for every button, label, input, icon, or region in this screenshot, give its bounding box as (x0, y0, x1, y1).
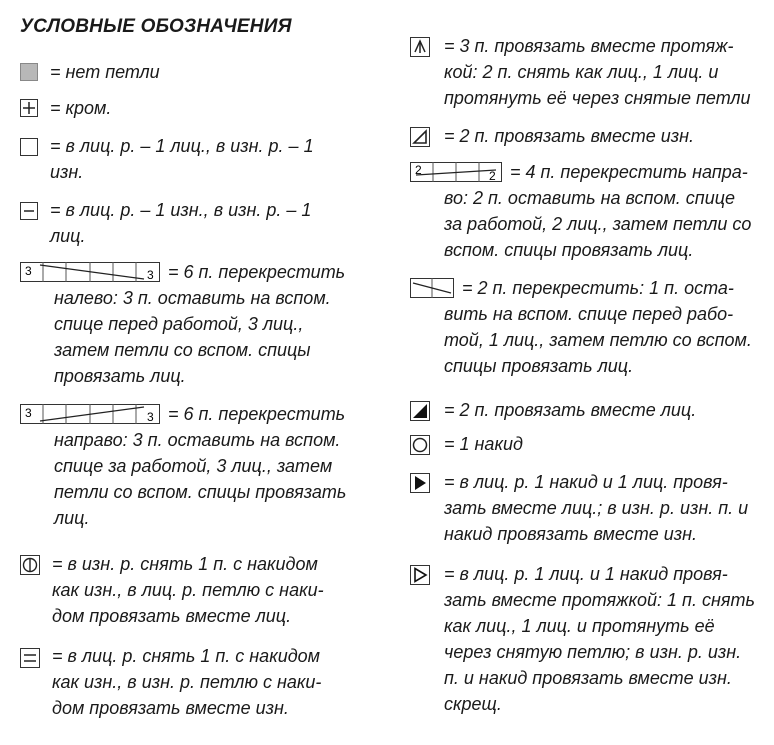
svg-text:2: 2 (489, 169, 496, 182)
svg-text:2: 2 (415, 163, 422, 177)
legend-text: = кром. (50, 98, 112, 118)
legend-text: зать вместе лиц.; в изн. р. изн. п. и (444, 498, 749, 518)
legend-text: вспом. спицы провязать лиц. (444, 240, 694, 260)
legend-text: = в лиц. р. 1 лиц. и 1 накид провя- (444, 564, 728, 584)
legend-text: налево: 3 п. оставить на вспом. (54, 288, 331, 308)
legend-text: дом провязать вместе изн. (52, 698, 289, 718)
cable-6-left-icon (20, 262, 160, 282)
legend-text: = в изн. р. снять 1 п. с накидом (52, 554, 318, 574)
legend-text: через снятую петлю; в изн. р. изн. (444, 642, 742, 662)
legend-text: направо: 3 п. оставить на вспом. (54, 430, 341, 450)
cable-6-right-icon (20, 404, 160, 424)
svg-text:3: 3 (147, 410, 154, 424)
play-filled-icon (410, 473, 430, 493)
legend-text: лиц. (50, 226, 86, 246)
legend-text: как изн., в изн. р. петлю с наки- (52, 672, 322, 692)
double-line-icon (20, 648, 40, 668)
legend-text: = в лиц. р. – 1 лиц., в изн. р. – 1 (50, 136, 314, 156)
legend-text: = 2 п. провязать вместе изн. (444, 126, 695, 146)
legend-text: спице перед работой, 3 лиц., (54, 314, 304, 334)
page-title: УСЛОВНЫЕ ОБОЗНАЧЕНИЯ (20, 16, 292, 37)
legend-text: = 1 накид (444, 434, 523, 454)
legend-text: лиц. (54, 508, 90, 528)
svg-text:3: 3 (25, 406, 32, 420)
legend-text: = в лиц. р. 1 накид и 1 лиц. провя- (444, 472, 728, 492)
legend-text: как изн., в лиц. р. петлю с наки- (52, 580, 324, 600)
legend-text: затем петли со вспом. спицы (54, 340, 311, 360)
legend-text: протянуть её через снятые петли (444, 88, 751, 108)
legend-text: зать вместе протяжкой: 1 п. снять (444, 590, 755, 610)
cable-4-right-icon (410, 162, 502, 182)
legend-text: = 2 п. перекрестить: 1 п. оста- (462, 278, 734, 298)
legend-text: = 2 п. провязать вместе лиц. (444, 400, 697, 420)
legend-text: скрещ. (444, 694, 502, 714)
triangle-outline-icon (410, 127, 430, 147)
svg-text:3: 3 (147, 268, 154, 282)
play-outline-icon (410, 565, 430, 585)
svg-text:3: 3 (25, 264, 32, 278)
legend-text: накид провязать вместе изн. (444, 524, 697, 544)
triangle-filled-icon (410, 401, 430, 421)
legend-text: как лиц., 1 лиц. и протянуть её (444, 616, 715, 636)
gray-square-icon (20, 63, 38, 81)
legend-text: = 4 п. перекрестить напра- (510, 162, 748, 182)
legend-text: во: 2 п. оставить на вспом. спице (444, 188, 736, 208)
legend-text: = 6 п. перекрестить (168, 262, 346, 282)
legend-text: изн. (50, 162, 84, 182)
legend-text: = нет петли (50, 62, 160, 82)
legend-text: вить на вспом. спице перед рабо- (444, 304, 734, 324)
legend-text: провязать лиц. (54, 366, 186, 386)
legend-text: той, 1 лиц., затем петлю со вспом. (444, 330, 752, 350)
legend-text: п. и накид провязать вместе изн. (444, 668, 732, 688)
circle-bar-icon (20, 555, 40, 575)
legend-text: = 6 п. перекрестить (168, 404, 346, 424)
legend-text: спицы провязать лиц. (444, 356, 634, 376)
legend-text: спице за работой, 3 лиц., затем (54, 456, 333, 476)
empty-square-icon (20, 138, 38, 156)
arrow-up-icon (410, 37, 430, 57)
legend-text: петли со вспом. спицы провязать (54, 482, 347, 502)
plus-square-icon (20, 99, 38, 117)
legend-text: за работой, 2 лиц., затем петли со (444, 214, 752, 234)
legend-text: = 3 п. провязать вместе протяж- (444, 36, 734, 56)
minus-square-icon (20, 202, 38, 220)
legend-text: = в лиц. р. снять 1 п. с накидом (52, 646, 321, 666)
circle-icon (410, 435, 430, 455)
legend-text: = в лиц. р. – 1 изн., в изн. р. – 1 (50, 200, 312, 220)
legend-text: дом провязать вместе лиц. (52, 606, 292, 626)
cross-2-left-icon (410, 278, 454, 298)
legend-text: кой: 2 п. снять как лиц., 1 лиц. и (444, 62, 719, 82)
